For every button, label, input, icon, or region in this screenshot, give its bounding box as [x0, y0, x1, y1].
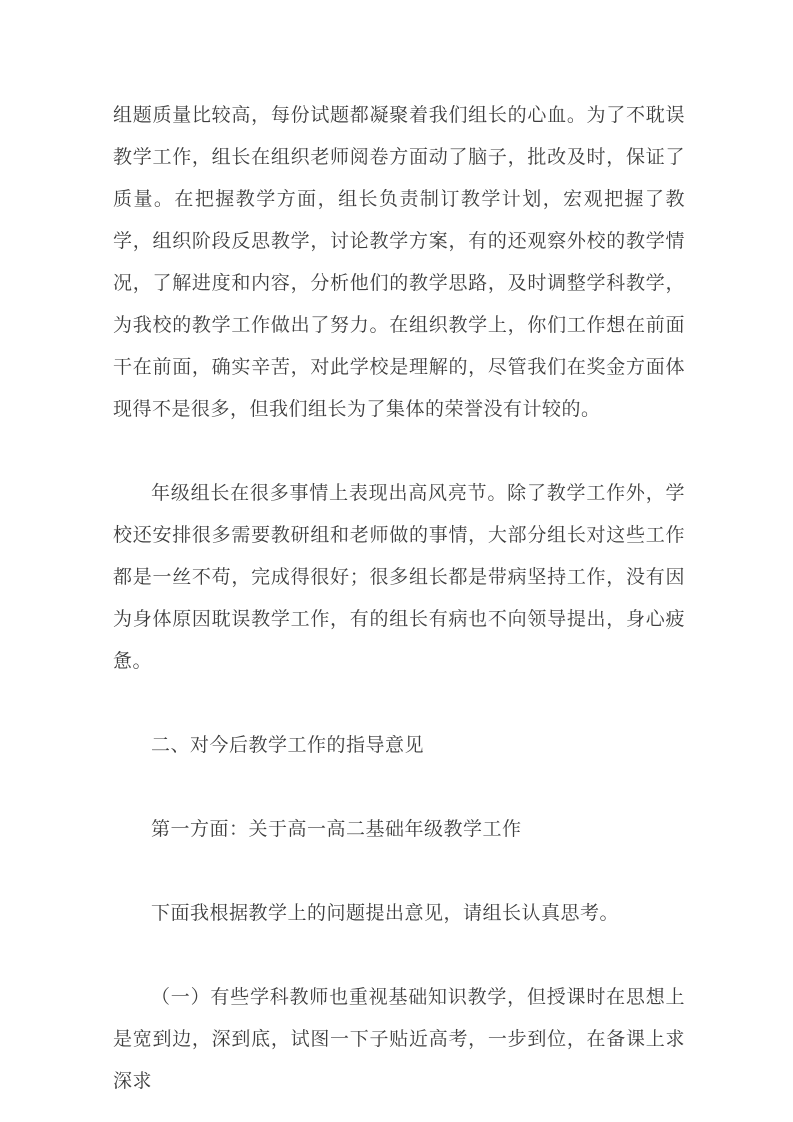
- paragraph-body: （一）有些学科教师也重视基础知识教学，但授课时在思想上是宽到边，深到底，试图一下子贴近高考，一步到位，在备课上求深求: [113, 987, 685, 1092]
- paragraph-body: 年级组长在很多事情上表现出高风亮节。除了教学工作外，学校还安排很多需要教研组和老师做的事情，大部分组长对这些工作都是一丝不苟，完成得很好；很多组长都是带病坚持工作，没有因为身体原因耽误教学工作，有的组长有病也不向领导提出，身心疲惫。: [113, 483, 685, 672]
- subsection-heading: 第一方面：关于高一高二基础年级教学工作: [151, 819, 522, 840]
- paragraph-body-continuation: 组题质量比较高，每份试题都凝聚着我们组长的心血。为了不耽误教学工作，组长在组织老师阅卷方面动了脑子，批改及时，保证了质量。在把握教学方面，组长负责制订教学计划，宏观把握了教学，组织阶段反思教学，讨论教学方案，有的还观察外校的教学情况，了解进度和内容，分析他们的教学思路，及时调整学科教学，为我校的教学工作做出了努力。在组织教学上，你们工作想在前面干在前面，确实辛苦，对此学校是理解的，尽管我们在奖金方面体现得不是很多，但我们组长为了集体的荣誉没有计较的。: [113, 105, 685, 420]
- section-heading: 二、对今后教学工作的指导意见: [151, 735, 425, 756]
- paragraph-body: 下面我根据教学上的问题提出意见，请组长认真思考。: [151, 903, 620, 924]
- document-content: [113, 95, 685, 1103]
